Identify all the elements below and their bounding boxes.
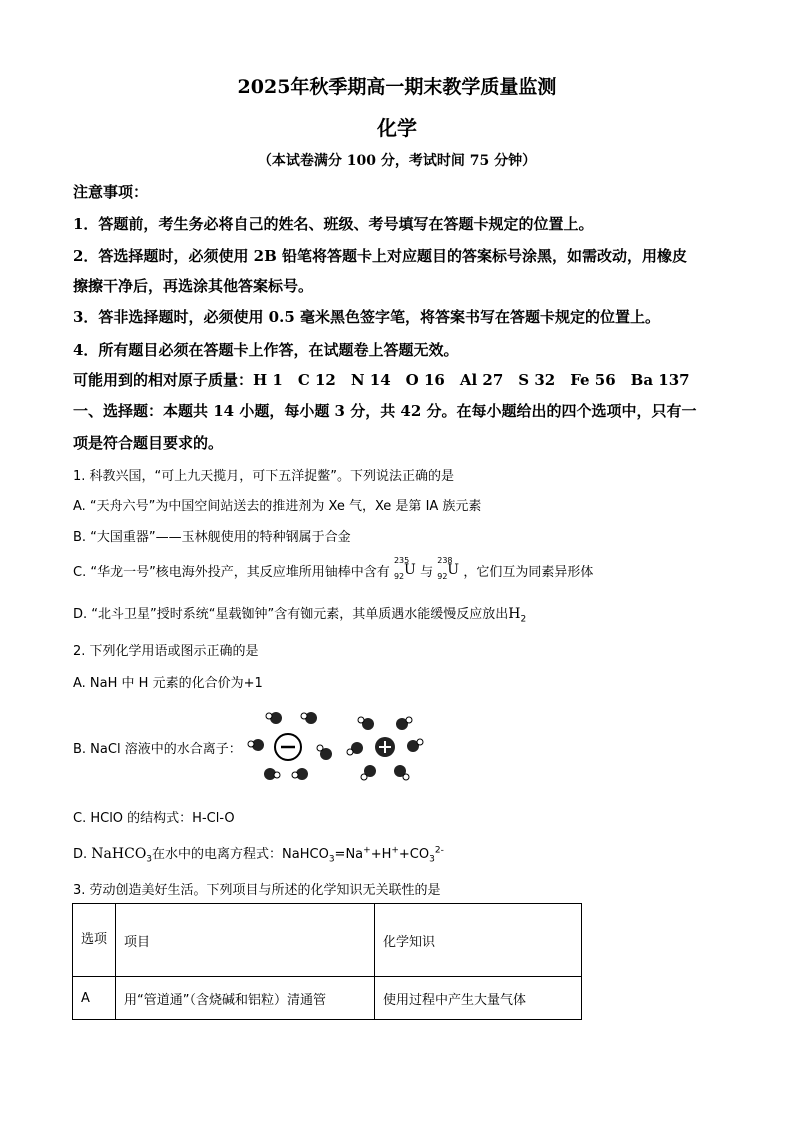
table-cell-project: 用“管道通”（含烧碱和铝粒）清通管 (116, 977, 375, 1020)
question-2-option-b: B. NaCl 溶液中的水合离子： (73, 742, 242, 757)
notice-item-2-line-2: 擦擦干净后，再选涂其他答案标号。 (73, 277, 314, 295)
option-c-text-end: ，它们互为同素异形体 (463, 565, 594, 580)
option-d-text: D. “北斗卫星”授时系统“星载铷钟”含有铷元素，其单质遇水能缓慢反应放出 (73, 607, 509, 622)
option-c-text-start: C. “华龙一号”核电海外投产，其反应堆所用铀棒中含有 (73, 565, 390, 580)
notice-heading: 注意事项： (73, 183, 149, 201)
isotope-u238: 238 92 U (437, 556, 460, 581)
table-row (73, 977, 582, 1020)
atomic-masses: 可能用到的相对原子质量：H 1 C 12 N 14 O 16 Al 27 S 32 Fe 56 Ba 137 (73, 371, 690, 389)
subject-title: 化学 (377, 116, 417, 140)
hydrated-chloride-ion (248, 712, 332, 780)
notice-item-1: 1．答题前，考生务必将自己的姓名、班级、考号填写在答题卡规定的位置上。 (73, 215, 594, 233)
notice-item-2-line-1: 2．答选择题时，必须使用 2B 铅笔将答题卡上对应题目的答案标号涂黑，如需改动，用橡皮 (73, 247, 688, 265)
notice-item-3: 3．答非选择题时，必须使用 0.5 毫米黑色签字笔，将答案书写在答题卡规定的位置上。 (73, 308, 660, 326)
table-cell-option: A (73, 977, 116, 1020)
question-2-option-c: C. HClO 的结构式：H-Cl-O (73, 811, 235, 826)
question-2-option-a: A. NaH 中 H 元素的化合价为+1 (73, 676, 263, 691)
table-header-option: 选项 (73, 904, 116, 977)
hydrated-ions-diagram (240, 708, 430, 786)
question-1-option-b: B. “大国重器”——玉林舰使用的特种钢属于合金 (73, 530, 351, 545)
question-1-option-a: A. “天舟六号”为中国空间站送去的推进剂为 Xe 气，Xe 是第 IA 族元素 (73, 499, 482, 514)
hydrated-sodium-ion (347, 717, 423, 780)
isotope-u235: 235 92 U (393, 556, 416, 581)
exam-title: 2025年秋季期高一期末教学质量监测 (237, 76, 557, 98)
notice-item-4: 4．所有题目必须在答题卡上作答，在试题卷上答题无效。 (73, 341, 459, 359)
hydrogen-formula: H (508, 606, 521, 622)
option-c-text-mid: 与 (420, 565, 434, 580)
section-1-line-1: 一、选择题：本题共 14 小题，每小题 3 分，共 42 分。在每小题给出的四个选项中，只有一 (73, 402, 697, 420)
question-3-table (72, 903, 582, 1020)
question-3-stem: 3. 劳动创造美好生活。下列项目与所述的化学知识无关联性的是 (73, 883, 441, 898)
table-cell-knowledge: 使用过程中产生大量气体 (375, 977, 582, 1020)
section-1-line-2: 项是符合题目要求的。 (73, 434, 224, 452)
question-2-stem: 2. 下列化学用语或图示正确的是 (73, 644, 259, 659)
question-2-option-d: D. NaHCO$_3$在水中的电离方程式：$NaHCO_3=Na^++H^++CO_3^{2-}$ (73, 845, 444, 865)
question-1-stem: 1. 科教兴国，“可上九天揽月，可下五洋捉鳖”。下列说法正确的是 (73, 469, 455, 484)
question-1-option-d: D. “北斗卫星”授时系统“星载铷钟”含有铷元素，其单质遇水能缓慢反应放出$H_2$ (73, 606, 527, 625)
question-1-option-c (73, 556, 594, 581)
table-header-knowledge: 化学知识 (375, 904, 582, 977)
table-header-project: 项目 (116, 904, 375, 977)
table-header-row (73, 904, 582, 977)
exam-note: （本试卷满分 100 分，考试时间 75 分钟） (257, 153, 537, 169)
